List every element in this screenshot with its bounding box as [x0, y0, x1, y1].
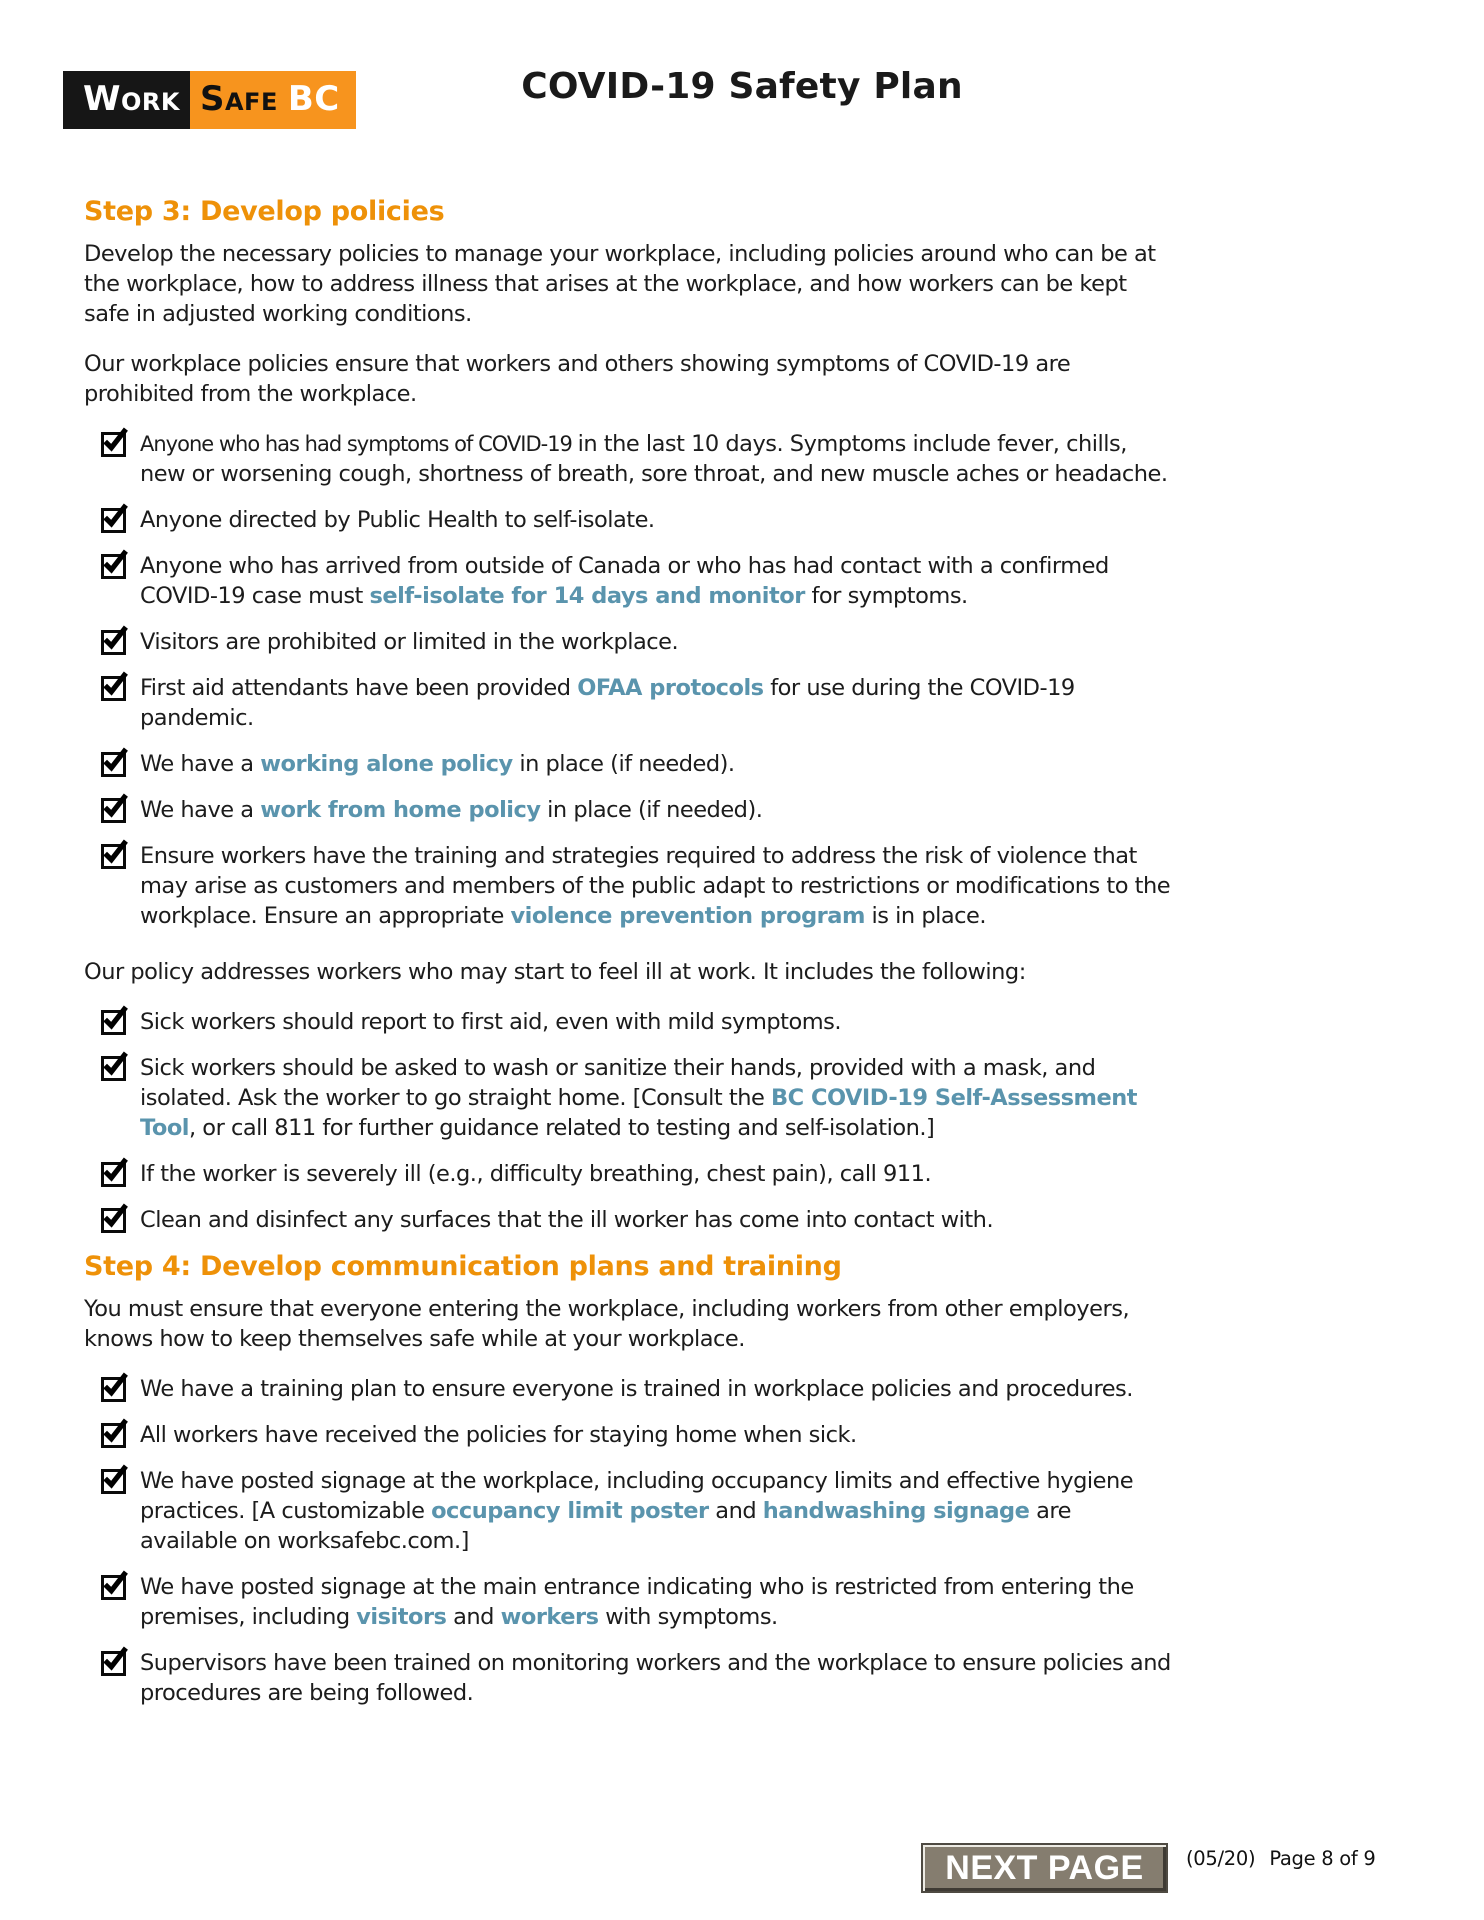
checklist-item-text	[140, 1053, 1172, 1143]
checked-checkbox-icon[interactable]	[101, 1208, 126, 1233]
checklist-item-text	[140, 749, 1172, 779]
checked-checkbox-icon[interactable]	[101, 1010, 126, 1035]
checked-checkbox-icon[interactable]	[101, 1377, 126, 1402]
text-segment: Anyone who has had symptoms of COVID-19	[140, 432, 578, 456]
checklist-item	[101, 1420, 1172, 1450]
text-segment: in place (if needed).	[512, 751, 735, 777]
checked-checkbox-icon[interactable]	[101, 432, 126, 457]
text-segment: Sick workers should be asked to wash or sanitize their hands, provided with a mask, and isolated. Ask the worker to go straight home. [Consult the	[140, 1055, 1096, 1111]
checked-checkbox-icon[interactable]	[101, 1423, 126, 1448]
inline-link[interactable]: visitors	[356, 1604, 447, 1630]
paragraph	[84, 349, 1172, 409]
text-segment: We have posted signage at the workplace, including occupancy limits and effective hygiene practices. [A customizable	[140, 1468, 1134, 1524]
checklist-item	[101, 1053, 1172, 1143]
inline-link[interactable]: self-isolate for 14 days and monitor	[369, 583, 805, 609]
version-label: (05/20)	[1186, 1847, 1256, 1870]
checklist-item-text	[140, 551, 1172, 611]
text-segment: with symptoms.	[598, 1604, 778, 1630]
checklist-item	[101, 551, 1172, 611]
inline-link[interactable]: work from home policy	[260, 797, 541, 823]
text-segment: We have a	[140, 797, 261, 823]
text-segment: , or call 811 for further guidance related to testing and self-isolation.]	[189, 1115, 935, 1141]
paragraph	[84, 957, 1172, 987]
next-page-button[interactable]: NEXT PAGE	[921, 1843, 1168, 1893]
text-segment: Sick workers should report to first aid, even with mild symptoms.	[140, 1009, 842, 1035]
text-segment: in place (if needed).	[540, 797, 763, 823]
checked-checkbox-icon[interactable]	[101, 1575, 126, 1600]
checklist-item-text	[140, 429, 1172, 489]
checked-checkbox-icon[interactable]	[101, 1651, 126, 1676]
checklist-item-text	[140, 673, 1172, 733]
inline-link[interactable]: workers	[500, 1604, 599, 1630]
checklist-item	[101, 673, 1172, 733]
text-segment: are available on worksafebc.com.]	[140, 1498, 1071, 1554]
checked-checkbox-icon[interactable]	[101, 676, 126, 701]
checklist-item	[101, 1159, 1172, 1189]
checklist-item-text	[140, 841, 1172, 931]
text-segment: We have a	[140, 751, 261, 777]
checklist-item	[101, 795, 1172, 825]
checked-checkbox-icon[interactable]	[101, 752, 126, 777]
checked-checkbox-icon[interactable]	[101, 630, 126, 655]
paragraph	[84, 1294, 1172, 1354]
checklist-item-text	[140, 1007, 1172, 1037]
checklist-item	[101, 1205, 1172, 1235]
text-segment: Supervisors have been trained on monitoring workers and the workplace to ensure policies and procedures are being followed.	[140, 1650, 1171, 1706]
checklist-item-text	[140, 627, 1172, 657]
checklist-item	[101, 1648, 1172, 1708]
checklist-item	[101, 841, 1172, 931]
checked-checkbox-icon[interactable]	[101, 554, 126, 579]
checklist-item-text	[140, 1648, 1172, 1708]
inline-link[interactable]: occupancy limit poster	[431, 1498, 709, 1524]
inline-link[interactable]: working alone policy	[260, 751, 513, 777]
checklist-item-text	[140, 1466, 1172, 1556]
text-segment: Our policy addresses workers who may start to feel ill at work. It includes the following:	[84, 959, 1026, 985]
checklist-item	[101, 429, 1172, 489]
inline-link[interactable]: OFAA protocols	[577, 675, 764, 701]
checked-checkbox-icon[interactable]	[101, 844, 126, 869]
checked-checkbox-icon[interactable]	[101, 1162, 126, 1187]
text-segment: If the worker is severely ill (e.g., difficulty breathing, chest pain), call 911.	[140, 1161, 932, 1187]
logo-safe-label: Safe	[199, 79, 278, 119]
text-segment: for symptoms.	[804, 583, 968, 609]
page-number-label: Page 8 of 9	[1269, 1847, 1376, 1870]
checked-checkbox-icon[interactable]	[101, 508, 126, 533]
paragraph	[84, 239, 1172, 329]
inline-link[interactable]: violence prevention program	[510, 903, 865, 929]
checklist-item-text	[140, 1159, 1172, 1189]
text-segment: Anyone directed by Public Health to self-isolate.	[140, 507, 655, 533]
text-segment: All workers have received the policies for staying home when sick.	[140, 1422, 857, 1448]
text-segment: is in place.	[864, 903, 987, 929]
text-segment: Clean and disinfect any surfaces that the ill worker has come into contact with.	[140, 1207, 994, 1233]
section-heading: Step 3: Develop policies	[84, 196, 445, 227]
logo-bc-label: BC	[287, 79, 340, 119]
checklist-item-text	[140, 505, 1172, 535]
checklist-item	[101, 749, 1172, 779]
checklist-item	[101, 1466, 1172, 1556]
checklist-item	[101, 1572, 1172, 1632]
checklist-item-text	[140, 1374, 1172, 1404]
checklist-item	[101, 1374, 1172, 1404]
text-segment: in the last 10 days. Symptoms include fever, chills, new or worsening cough, shortness of breath, sore throat, and new muscle aches or headache.	[140, 431, 1168, 487]
checked-checkbox-icon[interactable]	[101, 1056, 126, 1081]
checked-checkbox-icon[interactable]	[101, 1469, 126, 1494]
text-segment: Our workplace policies ensure that workers and others showing symptoms of COVID-19 are prohibited from the workplace.	[84, 351, 1071, 407]
checklist-item	[101, 1007, 1172, 1037]
text-segment: for use during the COVID-19 pandemic.	[140, 675, 1075, 731]
section-heading: Step 4: Develop communication plans and training	[84, 1251, 842, 1282]
text-segment: You must ensure that everyone entering the workplace, including workers from other employers, knows how to keep themselves safe while at your workplace.	[84, 1296, 1130, 1352]
text-segment: Ensure workers have the training and strategies required to address the risk of violence that may arise as customers and members of the public adapt to restrictions or modifications to the workplace. Ensure an appropriate	[140, 843, 1171, 929]
text-segment: Develop the necessary policies to manage your workplace, including policies around who can be at the workplace, how to address illness that arises at the workplace, and how workers can be kept safe in adjusted working conditions.	[84, 241, 1156, 327]
text-segment: We have a training plan to ensure everyone is trained in workplace policies and procedures.	[140, 1376, 1133, 1402]
text-segment: and	[446, 1604, 501, 1630]
footer-meta	[1186, 1847, 1375, 1870]
text-segment: We have posted signage at the main entrance indicating who is restricted from entering the premises, including	[140, 1574, 1134, 1630]
checklist-item-text	[140, 1420, 1172, 1450]
checklist-item-text	[140, 1205, 1172, 1235]
checklist-item-text	[140, 795, 1172, 825]
inline-link[interactable]: BC COVID-19 Self-Assessment Tool	[140, 1085, 1138, 1141]
checklist-item-text	[140, 1572, 1172, 1632]
logo-work-label: Work	[63, 71, 190, 129]
checked-checkbox-icon[interactable]	[101, 798, 126, 823]
page-title: COVID-19 Safety Plan	[521, 66, 963, 107]
checklist-item	[101, 505, 1172, 535]
inline-link[interactable]: handwashing signage	[762, 1498, 1030, 1524]
text-segment: First aid attendants have been provided	[140, 675, 578, 701]
text-segment: and	[708, 1498, 763, 1524]
document-body	[84, 196, 1172, 1724]
checklist-item	[101, 627, 1172, 657]
text-segment: Anyone who has arrived from outside of Canada or who has had contact with a confirmed COVID-19 case must	[140, 553, 1109, 609]
text-segment: Visitors are prohibited or limited in the workplace.	[140, 629, 679, 655]
